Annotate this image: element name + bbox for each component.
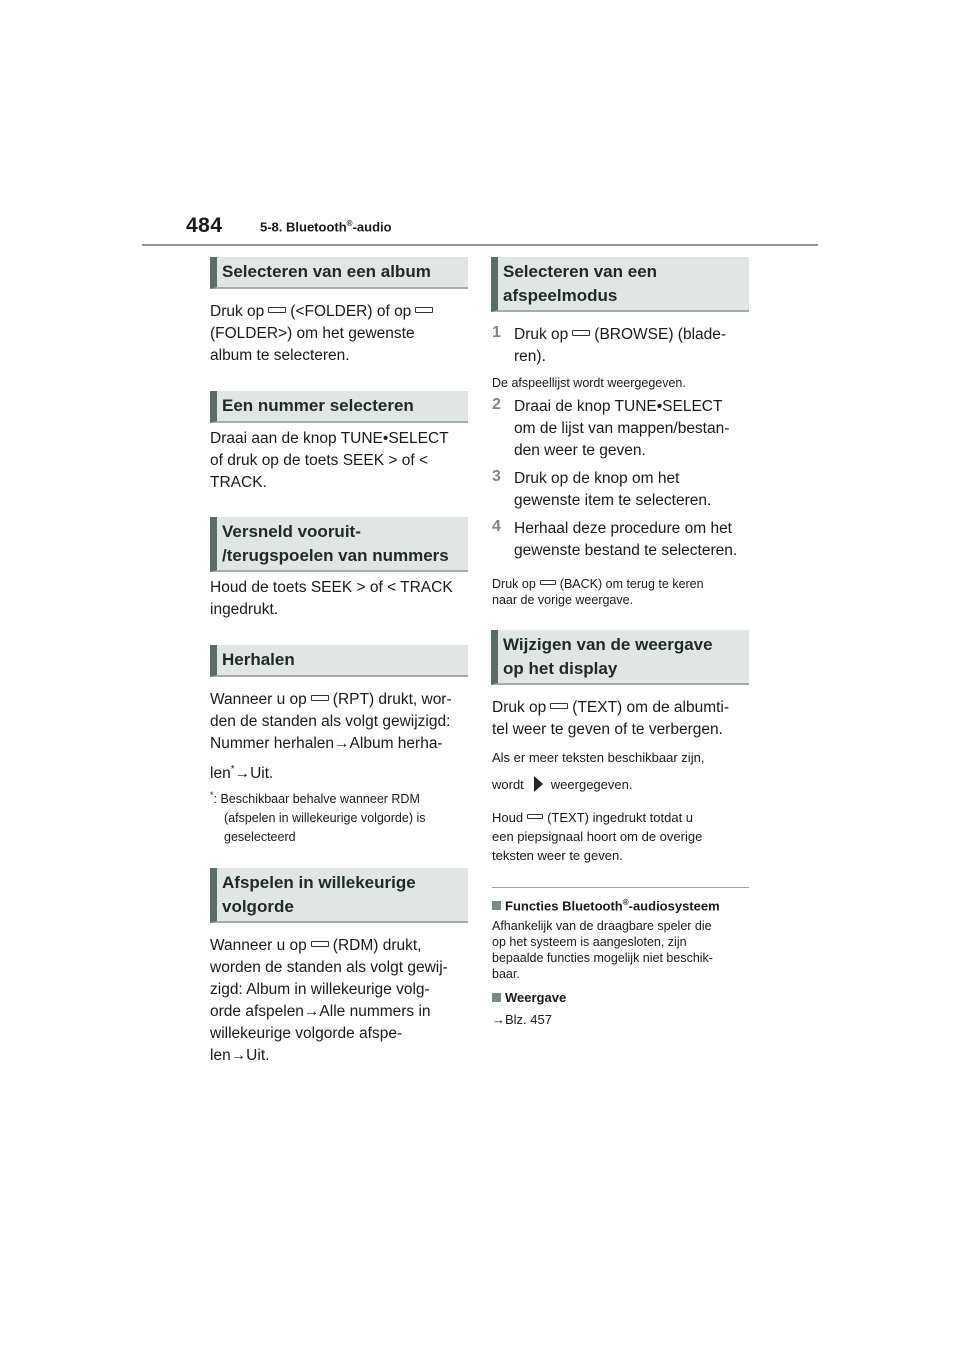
heading-play-mode-line-1: Selecteren van een bbox=[503, 261, 658, 281]
functions-title-text: Functies Bluetooth bbox=[505, 898, 623, 914]
functions-title-suffix: -audiosysteem bbox=[628, 898, 720, 914]
back-note-line-1 bbox=[492, 576, 754, 592]
display-note-line-2 bbox=[492, 775, 754, 794]
repeat-line-1-a: Wanneer u op bbox=[210, 691, 307, 708]
repeat-line-1-b: (RPT) drukt, wor- bbox=[332, 691, 452, 708]
back-note bbox=[492, 576, 754, 608]
display-ref-title bbox=[492, 990, 754, 1006]
heading-select-track bbox=[210, 391, 468, 423]
footnote-mark: * bbox=[210, 790, 214, 800]
back-note-line-1-b: (BACK) om terug te keren bbox=[559, 577, 704, 591]
step-1 bbox=[514, 324, 754, 368]
button-icon bbox=[527, 814, 543, 819]
functions-title bbox=[492, 895, 754, 914]
album-line-1 bbox=[210, 301, 470, 323]
heading-change-display-line-2: op het display bbox=[503, 658, 618, 678]
heading-repeat-text: Herhalen bbox=[222, 650, 295, 669]
step-2-line-1: Draai de knop TUNE•SELECT bbox=[514, 398, 723, 415]
heading-play-mode bbox=[491, 257, 749, 312]
random-line-1-a: Wanneer u op bbox=[210, 937, 307, 954]
track-line-3: TRACK. bbox=[210, 474, 267, 491]
step-2-number: 2 bbox=[492, 396, 501, 413]
heading-select-album bbox=[210, 257, 468, 289]
random-line-5: willekeurige volgorde afspe- bbox=[210, 1025, 403, 1042]
repeat-line-1 bbox=[210, 689, 472, 711]
heading-fast-forward bbox=[210, 517, 468, 572]
play-arrow-icon bbox=[534, 776, 543, 792]
repeat-line-4-b: →Uit. bbox=[234, 765, 274, 783]
display-line-1-b: (TEXT) om de albumti- bbox=[572, 699, 730, 716]
functions-line-1: Afhankelijk van de draagbare speler die bbox=[492, 919, 712, 934]
random-paragraph bbox=[210, 935, 472, 1067]
registered-mark: ® bbox=[622, 898, 629, 907]
random-line-1 bbox=[210, 935, 472, 957]
footnote-line-1 bbox=[210, 786, 472, 809]
ff-paragraph bbox=[210, 577, 470, 621]
display-note-line-5: teksten weer te geven. bbox=[492, 848, 623, 863]
step-3-number: 3 bbox=[492, 468, 501, 485]
step-1-number: 1 bbox=[492, 324, 501, 341]
step-4-number: 4 bbox=[492, 518, 501, 535]
button-icon bbox=[311, 941, 329, 947]
album-line-1-b: (<FOLDER) of op bbox=[290, 303, 412, 320]
button-icon bbox=[550, 703, 568, 709]
section-title bbox=[260, 219, 392, 234]
functions-line-2: op het systeem is aangesloten, zijn bbox=[492, 935, 687, 950]
heading-repeat bbox=[210, 645, 468, 677]
random-line-2: worden de standen als volgt gewij- bbox=[210, 959, 448, 976]
button-icon bbox=[572, 330, 590, 336]
repeat-line-4 bbox=[210, 759, 472, 785]
square-bullet-icon bbox=[492, 993, 501, 1002]
display-paragraph bbox=[492, 697, 754, 741]
album-line-1-a: Druk op bbox=[210, 303, 265, 320]
random-line-1-b: (RDM) drukt, bbox=[332, 937, 422, 954]
display-ref-title-text: Weergave bbox=[505, 990, 567, 1005]
footnote-line-1-text: : Beschikbaar behalve wanneer RDM bbox=[213, 792, 420, 807]
functions-line-4: baar. bbox=[492, 967, 520, 982]
footnote-line-3: geselecteerd bbox=[224, 830, 296, 845]
ff-line-1: Houd de toets SEEK > of < TRACK bbox=[210, 579, 453, 596]
track-line-2: of druk op de toets SEEK > of < bbox=[210, 452, 428, 469]
display-note-line-1: Als er meer teksten beschikbaar zijn, bbox=[492, 750, 705, 765]
display-ref-block bbox=[492, 990, 754, 1028]
heading-select-album-text: Selecteren van een album bbox=[222, 262, 431, 281]
random-line-6: len→Uit. bbox=[210, 1047, 270, 1064]
back-note-line-2: naar de vorige weergave. bbox=[492, 593, 634, 607]
random-line-3: zigd: Album in willekeurige volg- bbox=[210, 981, 430, 998]
display-note bbox=[492, 748, 754, 865]
track-paragraph bbox=[210, 428, 470, 494]
page-number: 484 bbox=[186, 214, 223, 237]
step-3-line-1: Druk op de knop om het bbox=[514, 470, 680, 487]
step-4-line-2: gewenste bestand te selecteren. bbox=[514, 542, 738, 559]
repeat-line-3: Nummer herhalen→Album herha- bbox=[210, 735, 443, 752]
step-4-line-1: Herhaal deze procedure om het bbox=[514, 520, 732, 537]
heading-change-display bbox=[491, 630, 749, 685]
display-note-line-3-a: Houd bbox=[492, 810, 524, 825]
square-bullet-icon bbox=[492, 901, 501, 910]
random-line-4: orde afspelen→Alle nummers in bbox=[210, 1003, 431, 1020]
display-note-line-3 bbox=[492, 808, 754, 827]
step-1-line-1 bbox=[514, 324, 754, 346]
step-2 bbox=[514, 396, 754, 462]
display-note-line-2-b: weergegeven. bbox=[550, 777, 633, 792]
footnote bbox=[210, 786, 472, 847]
heading-fast-forward-line-1: Versneld vooruit- bbox=[222, 521, 361, 541]
heading-fast-forward-lines bbox=[222, 520, 449, 568]
heading-random bbox=[210, 868, 468, 923]
repeat-paragraph bbox=[210, 689, 472, 785]
asterisk: * bbox=[230, 764, 235, 775]
step-1-note: De afspeellijst wordt weergegeven. bbox=[492, 376, 686, 390]
step-3 bbox=[514, 468, 754, 512]
display-line-1 bbox=[492, 697, 754, 719]
repeat-line-4-a: len bbox=[210, 765, 231, 783]
button-icon bbox=[268, 307, 286, 313]
heading-select-track-text: Een nummer selecteren bbox=[222, 396, 414, 415]
heading-change-display-line-1: Wijzigen van de weergave bbox=[503, 634, 713, 654]
step-3-line-2: gewenste item te selecteren. bbox=[514, 492, 712, 509]
display-note-line-2-a: wordt bbox=[492, 777, 524, 792]
step-4 bbox=[514, 518, 754, 562]
step-1-line-1-a: Druk op bbox=[514, 326, 569, 343]
step-1-line-1-b: (BROWSE) (blade- bbox=[594, 326, 727, 343]
button-icon bbox=[311, 695, 329, 701]
display-note-line-4: een piepsignaal hoort om de overige bbox=[492, 829, 703, 844]
functions-block bbox=[492, 895, 754, 982]
display-line-1-a: Druk op bbox=[492, 699, 547, 716]
heading-random-lines bbox=[222, 871, 416, 919]
heading-play-mode-lines bbox=[503, 260, 657, 308]
display-ref-link[interactable]: →Blz. 457 bbox=[492, 1012, 552, 1027]
registered-mark: ® bbox=[346, 219, 353, 228]
album-line-2: (FOLDER>) om het gewenste bbox=[210, 325, 415, 342]
heading-change-display-lines bbox=[503, 633, 713, 681]
button-icon bbox=[415, 307, 433, 313]
functions-line-3: bepaalde functies mogelijk niet beschik- bbox=[492, 951, 713, 966]
section-title-text: 5-8. Bluetooth bbox=[260, 219, 347, 235]
header-rule bbox=[142, 244, 818, 246]
button-icon bbox=[540, 580, 556, 585]
section-title-suffix: -audio bbox=[352, 219, 392, 235]
repeat-line-2: den de standen als volgt gewijzigd: bbox=[210, 713, 451, 730]
heading-random-line-1: Afspelen in willekeurige bbox=[222, 872, 416, 892]
step-1-line-2: ren). bbox=[514, 348, 546, 365]
display-note-line-3-b: (TEXT) ingedrukt totdat u bbox=[547, 810, 694, 825]
display-line-2: tel weer te geven of te verbergen. bbox=[492, 721, 723, 738]
album-line-3: album te selecteren. bbox=[210, 347, 350, 364]
album-paragraph bbox=[210, 301, 470, 367]
back-note-line-1-a: Druk op bbox=[492, 577, 536, 591]
step-2-line-3: den weer te geven. bbox=[514, 442, 646, 459]
heading-random-line-2: volgorde bbox=[222, 896, 294, 916]
footnote-line-2: (afspelen in willekeurige volgorde) is bbox=[224, 811, 426, 826]
track-line-1: Draai aan de knop TUNE•SELECT bbox=[210, 430, 449, 447]
heading-play-mode-line-2: afspeelmodus bbox=[503, 285, 618, 305]
section-rule bbox=[492, 887, 749, 888]
heading-fast-forward-line-2: /terugspoelen van nummers bbox=[222, 545, 449, 565]
ff-line-2: ingedrukt. bbox=[210, 601, 279, 618]
step-2-line-2: om de lijst van mappen/bestan- bbox=[514, 420, 730, 437]
